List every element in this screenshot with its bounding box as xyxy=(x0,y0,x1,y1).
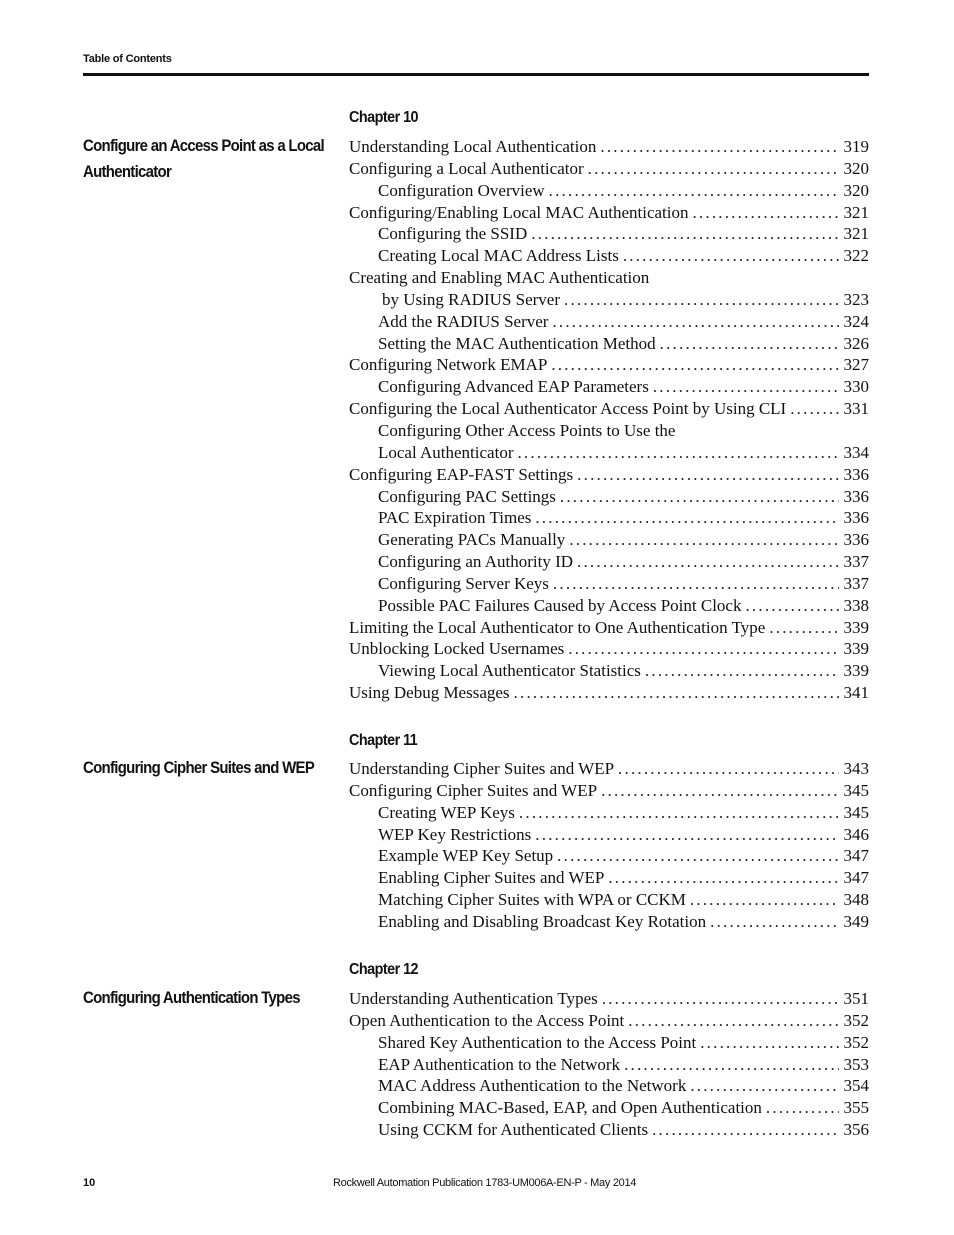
toc-leader-dots xyxy=(618,758,839,780)
toc-leader-dots xyxy=(745,595,839,617)
toc-entry-title: Example WEP Key Setup xyxy=(378,846,554,866)
toc-entry-title: EAP Authentication to the Network xyxy=(378,1054,621,1074)
toc-entry-page: 321 xyxy=(843,202,869,222)
toc-entry-title: Combining MAC-Based, EAP, and Open Authentication xyxy=(378,1098,762,1118)
chapter-title-line: Configuring Authentication Types xyxy=(83,988,300,1007)
toc-entry[interactable] xyxy=(349,486,869,508)
toc-entry[interactable] xyxy=(349,1075,869,1097)
chapter-label: Chapter 12 xyxy=(349,961,419,978)
toc-entry-page: 336 xyxy=(843,508,869,528)
toc-entry[interactable] xyxy=(349,551,869,573)
chapter-title xyxy=(83,985,333,1011)
toc-entry-title: Configuring Cipher Suites and WEP xyxy=(349,780,598,800)
chapter-title-line: Authenticator xyxy=(83,162,172,181)
toc-entry-page: 349 xyxy=(843,911,869,931)
toc-entry-title: Configuring the SSID xyxy=(378,224,528,244)
toc-entry-page: 324 xyxy=(843,311,869,331)
toc-entry-page: 337 xyxy=(843,573,869,593)
toc-entry-page: 348 xyxy=(843,890,869,910)
toc-entry-title: Configuring Server Keys xyxy=(378,573,549,593)
toc-entry-title: Understanding Authentication Types xyxy=(349,989,598,1008)
toc-leader-dots xyxy=(519,802,839,824)
toc-entry[interactable] xyxy=(349,311,869,333)
toc-entry-page: 339 xyxy=(843,661,869,681)
toc-entry[interactable] xyxy=(349,988,869,1010)
toc-entry-title: Configuring a Local Authenticator xyxy=(349,158,584,178)
toc-entry-page: 351 xyxy=(843,989,869,1008)
footer-page-number: 10 xyxy=(83,1177,96,1189)
toc-leader-dots xyxy=(577,464,839,486)
toc-entry-page: 352 xyxy=(843,1010,869,1030)
toc-entry-page: 345 xyxy=(843,780,869,800)
toc-entry[interactable] xyxy=(349,1032,869,1054)
toc-entry-title: Generating PACs Manually xyxy=(378,530,566,550)
toc-entry-title: Configuring EAP-FAST Settings xyxy=(349,464,574,484)
toc-entry[interactable] xyxy=(349,1054,869,1076)
toc-entry[interactable] xyxy=(349,464,869,486)
toc-entry-title: Enabling and Disabling Broadcast Key Rotation xyxy=(378,911,707,931)
toc-entry-title: Configuring/Enabling Local MAC Authentication xyxy=(349,202,689,222)
toc-entry-page: 355 xyxy=(843,1098,869,1118)
chapter-title xyxy=(83,755,333,781)
chapter-label: Chapter 10 xyxy=(349,109,419,126)
toc-entry-page: 346 xyxy=(843,824,869,844)
toc-entry-page: 323 xyxy=(843,289,869,309)
toc-entry[interactable] xyxy=(349,617,869,639)
toc-entry-page: 339 xyxy=(843,617,869,637)
toc-leader-dots xyxy=(660,333,839,355)
toc-entry-title: Creating and Enabling MAC Authentication xyxy=(349,268,650,288)
toc-leader-dots xyxy=(766,1097,839,1119)
toc-entry[interactable] xyxy=(349,245,869,267)
toc-leader-dots xyxy=(535,507,839,529)
toc-entry-title: by Using RADIUS Server xyxy=(382,289,561,309)
toc-leader-dots xyxy=(553,573,839,595)
toc-entry[interactable] xyxy=(349,911,869,933)
toc-leader-dots xyxy=(551,354,839,376)
toc-entry[interactable] xyxy=(349,202,869,224)
toc-entry-title: Creating WEP Keys xyxy=(378,802,515,822)
toc-entry[interactable] xyxy=(349,442,869,464)
chapter-title-line: Configure an Access Point as a Local xyxy=(83,136,324,155)
toc-leader-dots xyxy=(568,638,839,660)
toc-leader-dots xyxy=(653,376,839,398)
toc-leader-dots xyxy=(769,617,839,639)
toc-leader-dots xyxy=(790,398,839,420)
toc-leader-dots xyxy=(549,180,839,202)
toc-entry[interactable] xyxy=(349,136,869,158)
toc-list xyxy=(349,758,869,933)
toc-entry-page: 353 xyxy=(843,1054,869,1074)
toc-entry[interactable] xyxy=(349,1119,869,1141)
toc-entry[interactable] xyxy=(349,573,869,595)
toc-entry[interactable] xyxy=(349,889,869,911)
toc-entry[interactable] xyxy=(349,660,869,682)
toc-leader-dots xyxy=(531,223,839,245)
toc-entry[interactable] xyxy=(349,289,869,311)
toc-entry[interactable] xyxy=(349,158,869,180)
toc-leader-dots xyxy=(588,158,839,180)
toc-entry-page: 321 xyxy=(843,224,869,244)
toc-entry-page: 341 xyxy=(843,683,869,703)
toc-entry-title: Enabling Cipher Suites and WEP xyxy=(378,868,605,888)
toc-entry-page: 352 xyxy=(843,1032,869,1052)
toc-leader-dots xyxy=(623,245,839,267)
toc-entry-title: MAC Address Authentication to the Network xyxy=(378,1076,687,1096)
toc-entry-title: Configuring Other Access Points to Use the xyxy=(378,420,676,440)
toc-entry[interactable] xyxy=(349,845,869,867)
toc-entry-title: PAC Expiration Times xyxy=(378,508,532,528)
toc-leader-dots xyxy=(600,136,839,158)
toc-leader-dots xyxy=(557,845,839,867)
running-header: Table of Contents xyxy=(83,53,172,65)
toc-leader-dots xyxy=(700,1032,839,1054)
toc-leader-dots xyxy=(645,660,839,682)
toc-entry-title: Configuring Network EMAP xyxy=(349,355,548,375)
toc-leader-dots xyxy=(628,1010,839,1032)
toc-leader-dots xyxy=(692,202,839,224)
toc-leader-dots xyxy=(552,311,839,333)
toc-entry[interactable] xyxy=(349,398,869,420)
toc-entry-title: Using Debug Messages xyxy=(349,683,510,703)
toc-entry-title: Local Authenticator xyxy=(378,442,514,462)
toc-entry-page: 336 xyxy=(843,464,869,484)
toc-entry-title: Configuring PAC Settings xyxy=(378,486,556,506)
toc-entry-page: 347 xyxy=(843,846,869,866)
toc-leader-dots xyxy=(690,1075,839,1097)
toc-leader-dots xyxy=(564,289,839,311)
header-rule xyxy=(83,73,869,76)
toc-leader-dots xyxy=(514,682,839,704)
toc-entry[interactable] xyxy=(349,595,869,617)
toc-leader-dots xyxy=(608,867,839,889)
toc-entry[interactable] xyxy=(349,333,869,355)
toc-leader-dots xyxy=(624,1054,839,1076)
toc-entry-page: 356 xyxy=(843,1120,869,1140)
toc-entry[interactable] xyxy=(349,354,869,376)
toc-entry-title: Unblocking Locked Usernames xyxy=(349,639,565,659)
toc-entry-page: 337 xyxy=(843,552,869,572)
toc-entry-title: Configuring the Local Authenticator Access Point by Using CLI xyxy=(349,399,787,419)
toc-entry-page: 347 xyxy=(843,868,869,888)
toc-entry-title: Creating Local MAC Address Lists xyxy=(378,246,619,266)
toc-entry-page: 339 xyxy=(843,639,869,659)
toc-entry[interactable] xyxy=(349,420,869,442)
toc-entry-page: 334 xyxy=(843,442,869,462)
toc-entry[interactable] xyxy=(349,376,869,398)
toc-entry-page: 322 xyxy=(843,246,869,266)
toc-entry-page: 336 xyxy=(843,486,869,506)
toc-leader-dots xyxy=(690,889,839,911)
toc-entry-page: 343 xyxy=(843,759,869,778)
toc-entry-page: 320 xyxy=(843,158,869,178)
toc-entry-page: 320 xyxy=(843,180,869,200)
toc-leader-dots xyxy=(535,824,839,846)
toc-entry-title: Configuring Advanced EAP Parameters xyxy=(378,377,649,397)
toc-entry-page: 338 xyxy=(843,595,869,615)
chapter-title xyxy=(83,133,333,185)
chapter-title-line: Configuring Cipher Suites and WEP xyxy=(83,758,315,777)
toc-entry-title: Possible PAC Failures Caused by Access Point Clock xyxy=(378,595,742,615)
toc-entry[interactable] xyxy=(349,867,869,889)
toc-entry-page: 330 xyxy=(843,377,869,397)
toc-entry[interactable] xyxy=(349,180,869,202)
toc-entry-page: 327 xyxy=(843,355,869,375)
footer-publication: Rockwell Automation Publication 1783-UM006A-EN-P - May 2014 xyxy=(333,1177,637,1189)
toc-leader-dots xyxy=(517,442,839,464)
toc-entry-page: 331 xyxy=(843,399,869,419)
toc-entry-title: Using CCKM for Authenticated Clients xyxy=(378,1120,649,1140)
toc-leader-dots xyxy=(601,780,839,802)
toc-entry[interactable] xyxy=(349,802,869,824)
toc-leader-dots xyxy=(577,551,839,573)
toc-entry-title: Matching Cipher Suites with WPA or CCKM xyxy=(378,890,686,910)
toc-entry[interactable] xyxy=(349,824,869,846)
toc-entry-title: Viewing Local Authenticator Statistics xyxy=(378,661,641,681)
toc-leader-dots xyxy=(569,529,839,551)
toc-leader-dots xyxy=(560,486,839,508)
toc-leader-dots xyxy=(710,911,839,933)
toc-entry-page: 326 xyxy=(843,333,869,353)
toc-entry-title: Shared Key Authentication to the Access Point xyxy=(378,1032,697,1052)
toc-list xyxy=(349,136,869,704)
toc-entry-title: Understanding Local Authentication xyxy=(349,137,597,156)
toc-entry-page: 319 xyxy=(843,137,869,156)
toc-entry[interactable] xyxy=(349,1097,869,1119)
toc-entry-title: Add the RADIUS Server xyxy=(378,311,549,331)
toc-entry[interactable] xyxy=(349,682,869,704)
toc-entry[interactable] xyxy=(349,223,869,245)
toc-entry-title: Configuring an Authority ID xyxy=(378,552,574,572)
toc-entry-title: Limiting the Local Authenticator to One Authentication Type xyxy=(349,617,766,637)
toc-entry[interactable] xyxy=(349,780,869,802)
toc-entry-page: 336 xyxy=(843,530,869,550)
toc-entry-title: Setting the MAC Authentication Method xyxy=(378,333,656,353)
toc-entry-title: Configuration Overview xyxy=(378,180,545,200)
toc-entry[interactable] xyxy=(349,1010,869,1032)
toc-entry[interactable] xyxy=(349,507,869,529)
toc-leader-dots xyxy=(652,1119,839,1141)
toc-entry-page: 345 xyxy=(843,802,869,822)
chapter-label: Chapter 11 xyxy=(349,732,418,749)
toc-entry-title: Understanding Cipher Suites and WEP xyxy=(349,759,615,778)
toc-entry[interactable] xyxy=(349,529,869,551)
toc-entry[interactable] xyxy=(349,267,869,289)
toc-entry[interactable] xyxy=(349,758,869,780)
toc-entry-title: WEP Key Restrictions xyxy=(378,824,532,844)
toc-leader-dots xyxy=(602,988,839,1010)
toc-list xyxy=(349,988,869,1141)
toc-entry-page: 354 xyxy=(843,1076,869,1096)
toc-entry[interactable] xyxy=(349,638,869,660)
toc-entry-title: Open Authentication to the Access Point xyxy=(349,1010,625,1030)
